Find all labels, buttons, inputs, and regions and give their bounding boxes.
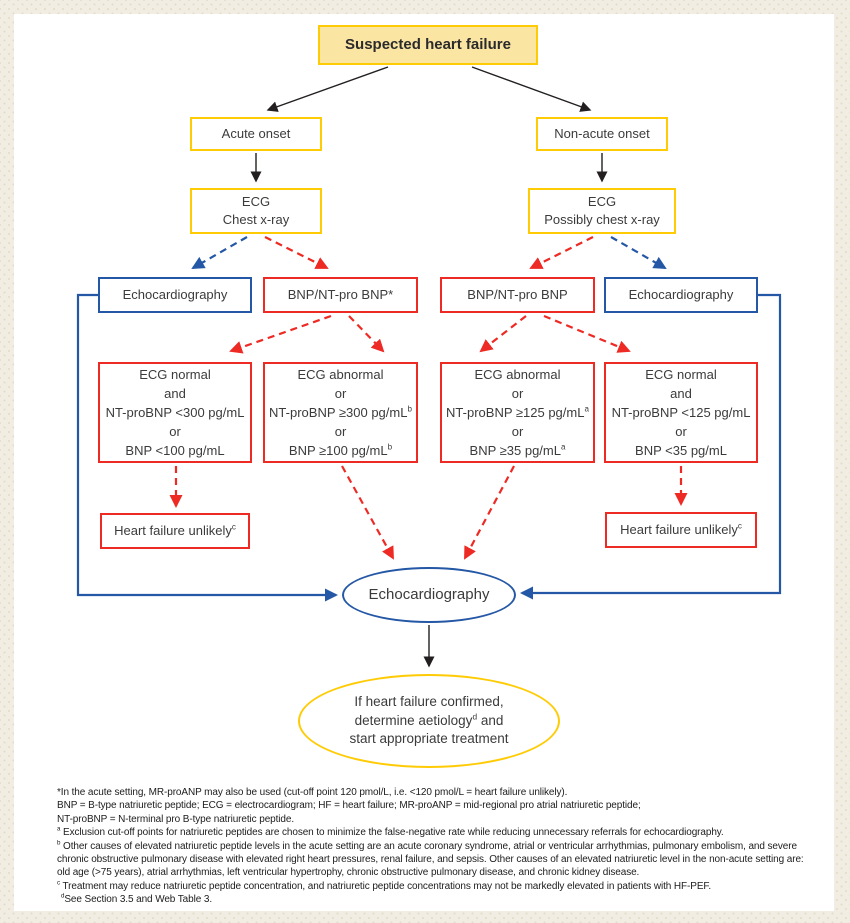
node-line: BNP <35 pg/mL	[635, 443, 727, 458]
footnote-line: $^d$See Section 3.5 and Web Table 3.	[61, 892, 212, 906]
node-acute-onset	[190, 117, 322, 151]
node-label: Heart failure unlikely$^c$	[620, 521, 742, 537]
node-echocardiography-left	[98, 277, 252, 313]
node-ecg-possibly-chest-xray	[528, 188, 676, 234]
node-line: ECG	[241, 194, 271, 209]
node-non-acute-onset	[536, 117, 668, 151]
footnote-line: $^a$ Exclusion cut-off points for natriuretic peptides are chosen to minimize the false-negative rate while reducing unnecessary referrals for echocardiography.	[57, 825, 724, 839]
node-line: ECG normal	[139, 367, 211, 382]
footnotes	[57, 786, 804, 907]
node-line: and	[670, 386, 692, 401]
node-line: If heart failure confirmed,	[354, 694, 504, 710]
node-line: or	[511, 424, 524, 439]
node-criteria-acute-normal	[98, 362, 252, 463]
node-line: NT-proBNP ≥125 $pg/mL^a$	[446, 404, 589, 420]
node-label: Echocardiography	[628, 287, 734, 302]
footnote-line: chronic obstructive pulmonary disease with elevated right heart pressures, renal failure, and sepsis. Other causes of an elevated natriuretic level in the non-acute setting are:	[57, 854, 804, 866]
footnote-line: $^c$ Treatment may reduce natriuretic peptide concentration, and natriuretic peptide concentrations may not be markedly elevated in patients with HF-PEF.	[57, 879, 712, 892]
node-line: BNP ≥35 $pg/mL^a$	[469, 442, 566, 458]
node-line: start appropriate treatment	[349, 731, 509, 747]
node-line: ECG	[587, 194, 617, 209]
node-label: Echocardiography	[122, 287, 228, 302]
footnote-line: BNP = B-type natriuretic peptide; ECG = electrocardiogram; HF = heart failure; MR-proANP = mid-regional pro atrial natriuretic peptide;	[57, 800, 641, 812]
node-suspected-heart-failure	[318, 25, 538, 65]
node-line: or	[334, 424, 347, 439]
node-line: ECG normal	[645, 367, 717, 382]
node-label: Suspected heart failure	[345, 36, 511, 53]
node-line: or	[511, 386, 524, 401]
node-label: BNP/NT-pro BNP*	[287, 287, 394, 302]
node-label: BNP/NT-pro BNP	[467, 287, 568, 302]
node-criteria-nonacute-normal	[604, 362, 758, 463]
node-echocardiography-right	[604, 277, 758, 313]
node-bnp-ntprobnp-acute	[263, 277, 418, 313]
node-label: Non-acute onset	[554, 126, 650, 141]
node-criteria-nonacute-abnormal	[440, 362, 595, 463]
node-line: and	[164, 386, 186, 401]
node-confirmed-treatment-ellipse	[298, 674, 560, 768]
node-line: Possibly chest x-ray	[544, 212, 660, 227]
node-heart-failure-unlikely-left	[100, 513, 250, 549]
node-line: or	[675, 424, 687, 439]
node-label: Heart failure unlikely$^c$	[114, 522, 236, 538]
node-line: or	[334, 386, 347, 401]
footnote-line: *In the acute setting, MR-proANP may also be used (cut-off point 120 pmol/L, i.e. <120 pmol/L = heart failure unlikely).	[57, 787, 568, 798]
footnote-line: NT-proBNP = N-terminal pro B-type natriuretic peptide.	[57, 813, 295, 825]
node-echocardiography-ellipse	[342, 567, 516, 623]
node-bnp-ntprobnp-nonacute	[440, 277, 595, 313]
node-line: ECG abnormal	[474, 367, 561, 382]
node-line: determine aetiology$^d$ and	[354, 711, 504, 728]
node-line: or	[169, 424, 181, 439]
node-label: Echocardiography	[368, 586, 490, 603]
node-line: NT-proBNP <300 pg/mL	[105, 405, 245, 420]
node-label: Acute onset	[221, 126, 291, 141]
node-heart-failure-unlikely-right	[605, 512, 757, 548]
node-line: Chest x-ray	[222, 212, 290, 227]
node-line: NT-proBNP <125 pg/mL	[611, 405, 751, 420]
node-criteria-acute-abnormal	[263, 362, 418, 463]
node-line: ECG abnormal	[297, 367, 384, 382]
footnote-line: old age (>75 years), atrial arrhythmias, left ventricular hypertrophy, chronic obstructive pulmonary disease, and chronic kidney disease.	[57, 867, 640, 879]
node-line: NT-proBNP ≥300 $pg/mL^b$	[269, 404, 412, 420]
footnote-line: $^b$ Other causes of elevated natriuretic peptide levels in the acute setting are an acute coronary syndrome, atrial or ventricular arrhythmias, pulmonary embolism, and severe	[57, 839, 797, 852]
node-ecg-chest-xray	[190, 188, 322, 234]
node-line: BNP ≥100 $pg/mL^b$	[288, 442, 393, 458]
node-line: BNP <100 pg/mL	[125, 443, 225, 458]
